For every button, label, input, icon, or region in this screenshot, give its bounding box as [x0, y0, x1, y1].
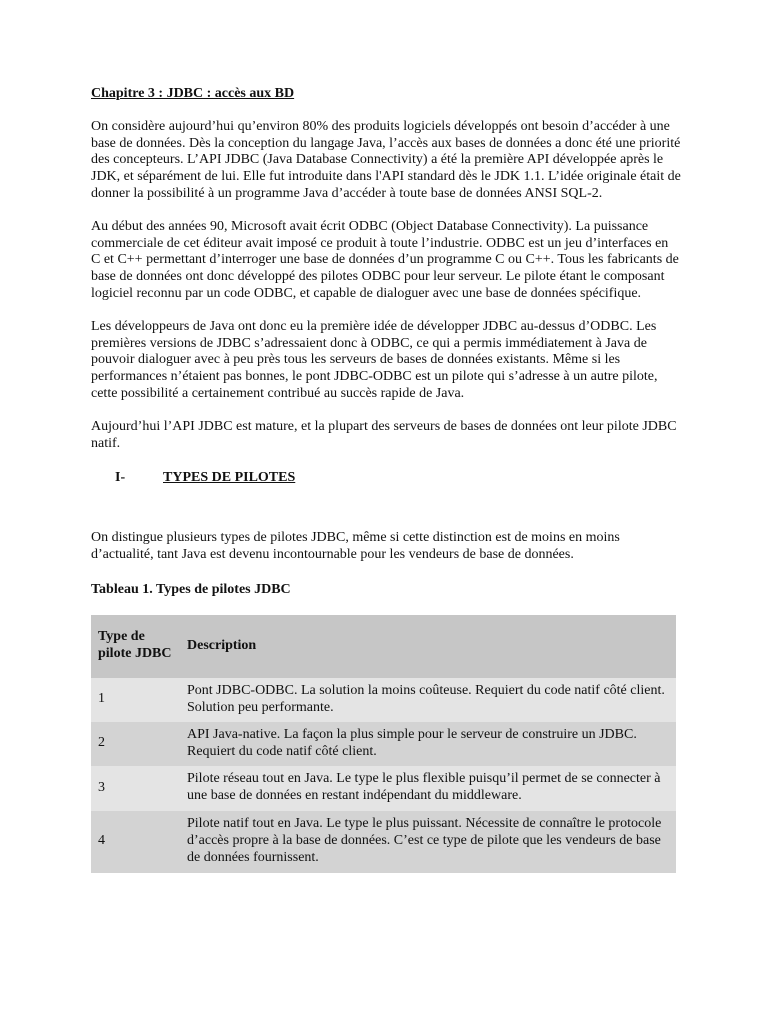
cell-description: Pilote natif tout en Java. Le type le plus puissant. Nécessite de connaître le protocole d’accès propre à la base de données. C’est ce type de pilote que les vendeurs de base de données fournissent.: [180, 811, 676, 873]
cell-description: Pont JDBC-ODBC. La solution la moins coûteuse. Requiert du code natif côté client. Solution peu performante.: [180, 678, 676, 722]
cell-description: API Java-native. La façon la plus simple pour le serveur de construire un JDBC. Requiert du code natif côté client.: [180, 722, 676, 766]
cell-description: Pilote réseau tout en Java. Le type le plus flexible puisqu’il permet de se connecter à une base de données en restant indépendant du middleware.: [180, 766, 676, 811]
section-number: I-: [115, 470, 126, 486]
paragraph-driver-types: On distingue plusieurs types de pilotes JDBC, même si cette distinction est de moins en moins d’actualité, tant Java est devenu incontournable pour les vendeurs de base de données.: [91, 530, 620, 562]
section-spacer: [91, 487, 681, 530]
chapter-title: Chapitre 3 : JDBC : accès aux BD: [91, 86, 295, 101]
cell-type: 4: [91, 811, 180, 873]
table-row: [91, 722, 676, 766]
cell-type: 3: [91, 766, 180, 811]
table-row: [91, 811, 676, 873]
paragraph-jdbc-over-odbc: Les développeurs de Java ont donc eu la première idée de développer JDBC au-dessus d’ODBC. Les premières versions de JDBC s’adressaient donc à ODBC, ce qui a permis immédiatement à Java de pouvoir dialoguer avec à peu près tous les serveurs de bases de données existants. Même si les performances n’étaient pas bonnes, le pont JDBC-ODBC est un pilote qui s’adresse à un autre pilote, cette possibilité a certainement contribué au succès rapide de Java.: [91, 318, 658, 401]
driver-types-table: [91, 615, 676, 873]
header-description: Description: [180, 615, 676, 678]
table-row: [91, 766, 676, 811]
cell-type: 2: [91, 722, 180, 766]
header-type: Type de pilote JDBC: [91, 615, 180, 678]
table-caption: Tableau 1. Types de pilotes JDBC: [91, 581, 291, 597]
table-header-row: [91, 615, 676, 678]
paragraph-jdbc-mature: Aujourd’hui l’API JDBC est mature, et la plupart des serveurs de bases de données ont leur pilote JDBC natif.: [91, 418, 677, 451]
paragraph-intro: On considère aujourd’hui qu’environ 80% des produits logiciels développés ont besoin d’accéder à une base de données. Dès la conception du langage Java, l’accès aux bases de données a donc été une priorité des concepteurs. L’API JDBC (Java Database Connectivity) a été la première API développée après le JDK, et séparément de lui. Elle fut introduite dans l'API standard dès le JDK 1.1. L’idée originale était de donner la possibilité à un programme Java d’accéder à toute base de données ANSI SQL-2.: [91, 118, 681, 201]
cell-type: 1: [91, 678, 180, 722]
document-page: [91, 80, 681, 873]
section-title: TYPES DE PILOTES: [163, 470, 296, 486]
paragraph-odbc-history: Au début des années 90, Microsoft avait écrit ODBC (Object Database Connectivity). La puissance commerciale de cet éditeur avait imposé ce produit à toute l’industrie. ODBC est un jeu d’interfaces en C et C++ permettant d’interroger une base de données d’un programme C ou C++. Tous les fabricants de base de données ont donc développé des pilotes ODBC pour leur serveur. Le pilote étant le composant logiciel reconnu par un code ODBC, et capable de dialoguer avec une base de données spécifique.: [91, 218, 679, 301]
section-heading: [91, 470, 681, 487]
table-row: [91, 678, 676, 722]
